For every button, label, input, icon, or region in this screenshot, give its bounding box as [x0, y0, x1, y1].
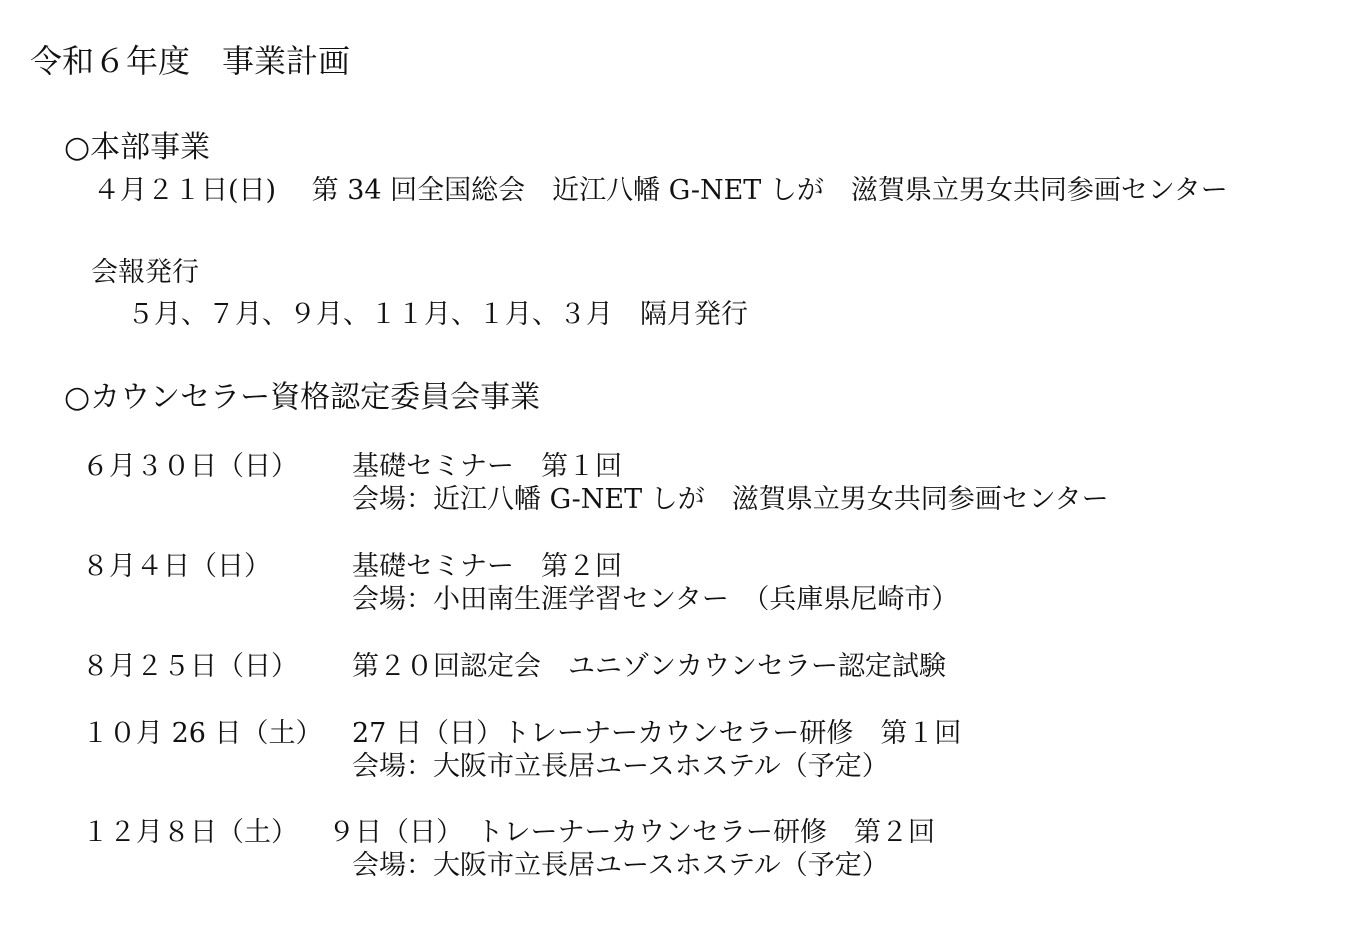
event-venue: 会場：大阪市立長居ユースホステル（予定）	[352, 751, 889, 782]
newsletter-schedule: ５月、７月、９月、１１月、１月、３月 隔月発行	[127, 299, 748, 330]
event-detail: ９日（日） トレーナーカウンセラー研修 第２回	[328, 817, 935, 848]
event-date: ８月４日（日）	[82, 551, 271, 582]
section-heading-honbu: ○本部事業	[64, 130, 211, 165]
event-venue: 会場：小田南生涯学習センター （兵庫県尼崎市）	[352, 584, 959, 615]
event-date: １２月８日（土）	[82, 817, 298, 848]
event-date: ８月２５日（日）	[82, 651, 298, 682]
event-detail: 27 日（日）トレーナーカウンセラー研修 第１回	[352, 718, 962, 749]
page-title: 令和６年度 事業計画	[30, 42, 351, 80]
section-heading-counselor: ○カウンセラー資格認定委員会事業	[64, 380, 541, 415]
event-venue: 会場：近江八幡 G-NET しが 滋賀県立男女共同参画センター	[352, 484, 1109, 515]
event-detail: 基礎セミナー 第２回	[352, 551, 622, 582]
event-detail: 基礎セミナー 第１回	[352, 451, 622, 482]
event-venue: 会場：大阪市立長居ユースホステル（予定）	[352, 850, 889, 881]
general-meeting-line: ４月２１日(日) 第 34 回全国総会 近江八幡 G-NET しが 滋賀県立男女共同参画センター	[93, 175, 1228, 206]
event-date: ６月３０日（日）	[82, 451, 298, 482]
event-detail: 第２０回認定会 ユニゾンカウンセラー認定試験	[352, 651, 946, 682]
event-date: １０月 26 日（土）	[82, 718, 323, 749]
newsletter-label: 会報発行	[91, 257, 199, 288]
